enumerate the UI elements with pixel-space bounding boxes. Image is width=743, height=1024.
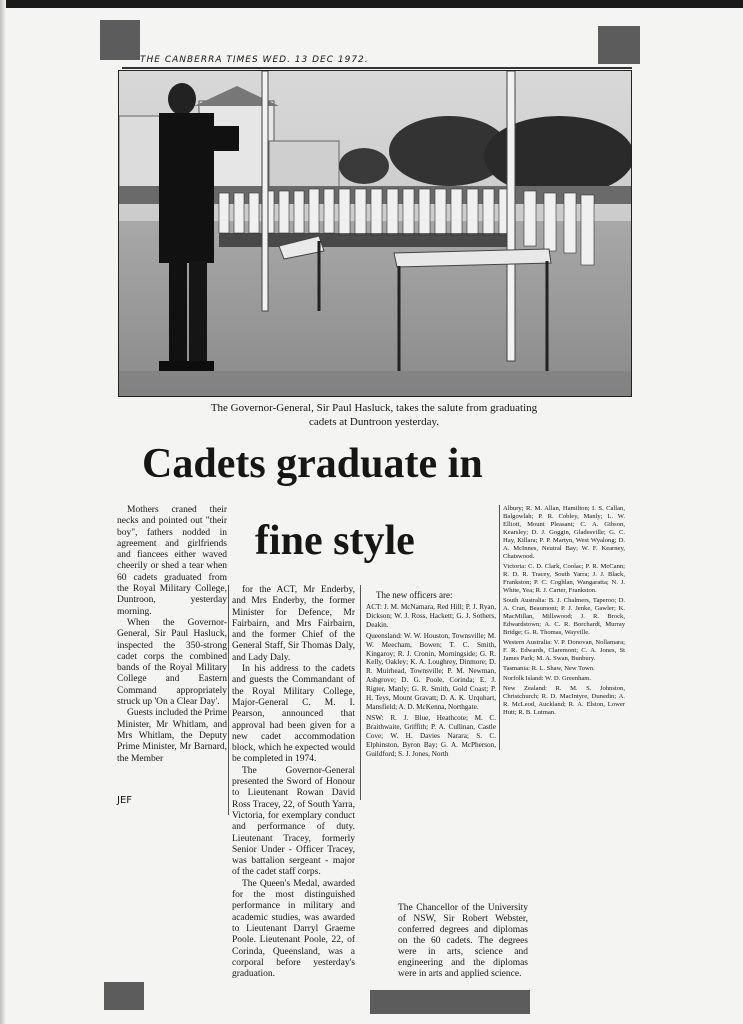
officers-list: NSW: R. J. Blue, Heathcote; M. C. Braithwaite, Griffith; P. A. Cullinan, Castle Cove; W. H. Davies Narara; S. C. Elphinston, Byron Bay; G. A. McPherson, Guildford; S. J. Jones, North [366,713,496,758]
officers-list: Victoria: C. D. Clark, Coolac; P. R. McCann; R. D. R. Tracey, South Yarra; J. J. Black, Frankston; P. C. Coghlan, Wangaratta; N. J. White, Yea; R. J. Carter, Frankston. [503,563,625,594]
archive-stamp: JEF [117,795,133,806]
tape-corner-top-left [100,20,140,60]
officers-list: Western Australia: V. P. Donovan, Nollamara; F. R. Edwards, Claremont; C. A. Jones, St James Park; M. A. Swan, Bunbury. [503,639,625,662]
officers-list: Tasmania: R. L. Shaw, New Town. [503,665,595,672]
column-rule [228,585,229,815]
article-column-1 [117,505,227,765]
page-top-edge [0,0,743,8]
tape-corner-bottom-left [104,982,144,1010]
officers-column-2 [503,505,625,719]
paragraph: When the Governor-General, Sir Paul Hasluck, inspected the 350-strong cadet corps the combined bands of the Royal Military College and Eastern Command appropriately struck up 'On a Clear Day'. [117,617,227,708]
newspaper-masthead: THE CANBERRA TIMES WED. 13 DEC 1972. [140,55,369,65]
tape-corner-top-right [598,26,640,64]
paragraph: Guests included the Prime Minister, Mr Whitlam, and Mrs Whitlam, the Deputy Prime Minister, Mr Barnard, the Member [117,708,227,764]
paragraph: Mothers craned their necks and pointed out "their boy", fathers nodded in agreement and girlfriends and fiancees either waved cheerily or shed a tear when 60 cadets graduated from the Royal Military College, Duntroon, yesterday morning. [117,505,227,617]
article-closing-paragraph [398,903,528,980]
page-left-edge [0,0,6,1024]
photo-caption [118,401,630,429]
headline-line-2: fine style [255,518,415,564]
news-photo [118,70,632,397]
article-column-2 [232,585,355,980]
paragraph: for the ACT, Mr Enderby, and Mrs Enderby, the former Minister for Defence, Mr Fairbairn, and Mrs Fairbairn, and the former Chief of the General Staff, Sir Thomas Daly, and Lady Daly. [232,585,355,663]
officers-list: Queensland: W. W. Houston, Townsville; M. W. Meecham, Bowen; T. C. Smith, Kingaroy; R. J. Cronin, Morningside; G. R. Kelly, Oakley; K. A. Loughrey, Dinmore; D. R. Muirhead, Townsville; P. M. Newman, Ashgrove; D. G. Poole, Corinda; E. J. Rigter, Manly; G. R. Smith, Gold Coast; P. H. Teys, Mount Gravatt; D. A. K. Urquhart, Mansfield; A. D. McKenna, Northgate. [366,631,496,711]
column-rule [360,585,361,800]
officers-list: New Zealand: R. M. S. Johnston, Christchurch; R. D. MacIntyre, Dunedin; A. R. McLeod, Auckland; R. A. Elston, Lower Hutt; R. B. Lutman. [503,685,625,716]
officers-intro: The new officers are: [376,590,453,600]
headline-line-1: Cadets graduate in [142,441,483,487]
parade-photo-illustration [119,71,631,396]
paragraph: The Chancellor of the University of NSW, Sir Robert Webster, conferred degrees and diplomas on the 60 cadets. The degrees were in arts, science and engineering and the diplomas were in arts and applied science. [398,903,528,979]
officers-list: South Australia: B. J. Chalmers, Taperoo; D. A. Cran, Beaumont; P. J. Jenke, Gawler; K. MacMillan, Millswood; J. R. Brock, Edwardstown; A. C. R. Borchardt, Murray Bridge; G. R. Thomas, Wayville. [503,597,625,636]
masthead-rule [122,67,632,69]
caption-line-1: The Governor-General, Sir Paul Hasluck, takes the salute from graduating [210,402,538,414]
column-rule [499,505,500,750]
officers-column-1 [366,590,496,760]
paragraph: The Queen's Medal, awarded for the most distinguished performance in military and academic studies, was awarded to Lieutenant Darryl Graeme Poole. Lieutenant Poole, 22, of Corinda, Queensland, was a corporal before yesterday's graduation. [232,878,355,980]
paragraph: In his address to the cadets and guests the Commandant of the Royal Military College, Major-General C. M. I. Pearson, announced that approval had been given for a new cadet accommodation block, which he expected would be completed in 1974. [232,664,355,765]
tape-strip-bottom [370,990,530,1014]
caption-line-2: cadets at Duntroon yesterday. [308,416,440,428]
paragraph: The Governor-General presented the Sword of Honour to Lieutenant Rowan David Ross Tracey, 22, of South Yarra, Victoria, for exemplary conduct and performance of duty. Lieutenant Tracey, formerly Senior Under - Officer Tracey, was battalion sergeant - major of the cadet staff corps. [232,765,355,878]
officers-list: ACT: J. M. McNamara, Red Hill; P. J. Ryan, Dickson; W. J. Ross, Hackett; G. J. Sothers, Deakin. [366,603,496,629]
officers-list: Albury; R. M. Allan, Hamilton; I. S. Callan, Balgowlah; P. R. Cobley, Manly; L. W. Elliott, Mount Pleasant; C. A. Gibson, Kearsley; D. J. Goggin, Gladesville; G. C. Hay, Killara; P. P. Martyn, West Wyalong; D. A. McInnes, Neutral Bay; W. F. Kearney, Chatswood. [503,505,625,560]
officers-list: Norfolk Island: W. D. Greenham. [503,675,592,682]
